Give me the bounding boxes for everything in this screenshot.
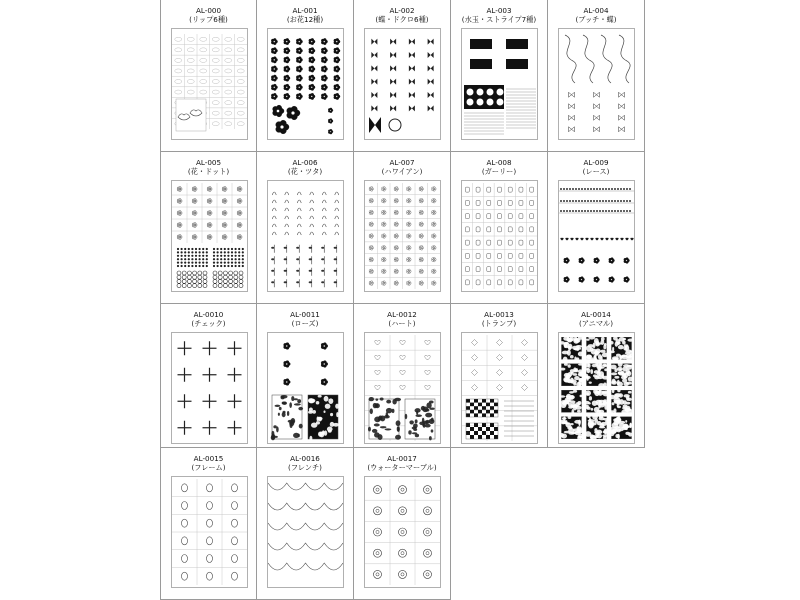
sticker-sheet-image[interactable]: [267, 332, 344, 444]
sticker-sheet-image[interactable]: [364, 332, 441, 444]
sticker-sheet-image[interactable]: [558, 28, 635, 140]
product-card[interactable]: [160, 0, 257, 152]
sticker-sheet-image[interactable]: [364, 28, 441, 140]
product-code: AL-0016: [290, 454, 320, 463]
product-name: (お花12種): [286, 15, 324, 24]
product-card[interactable]: [354, 448, 451, 600]
product-card[interactable]: [257, 0, 354, 152]
product-grid: [160, 0, 644, 600]
sticker-sheet-image[interactable]: [267, 180, 344, 292]
product-name: (ウォーターマーブル): [367, 463, 437, 472]
product-card[interactable]: [257, 304, 354, 448]
sticker-sheet-image[interactable]: [171, 28, 248, 140]
product-card[interactable]: [548, 304, 645, 448]
sticker-sheet-image[interactable]: [267, 476, 344, 588]
product-code: AL-001: [292, 6, 318, 15]
product-code: AL-002: [389, 6, 415, 15]
sticker-sheet-image[interactable]: [461, 332, 538, 444]
product-name: (レース): [582, 167, 610, 176]
product-card[interactable]: [354, 152, 451, 304]
product-code: AL-006: [292, 158, 318, 167]
sticker-sheet-image[interactable]: [558, 332, 635, 444]
product-code: AL-0011: [290, 310, 320, 319]
product-card[interactable]: [257, 448, 354, 600]
sticker-sheet-image[interactable]: [267, 28, 344, 140]
product-name: (蝶・ドクロ6種): [375, 15, 429, 24]
product-code: AL-0010: [193, 310, 224, 319]
product-code: AL-0014: [581, 310, 611, 319]
sticker-sheet-image[interactable]: [558, 180, 635, 292]
product-name: (花・ツタ): [287, 167, 323, 176]
product-code: AL-007: [389, 158, 415, 167]
product-card[interactable]: [160, 304, 257, 448]
sticker-sheet-image[interactable]: [461, 180, 538, 292]
product-code: AL-000: [195, 6, 222, 15]
product-name: (水玉・ストライプ7種): [461, 15, 537, 24]
product-code: AL-003: [486, 6, 512, 15]
product-name: (トランプ): [481, 319, 517, 328]
product-code: AL-0013: [484, 310, 514, 319]
sticker-sheet-image[interactable]: [171, 180, 248, 292]
product-code: AL-0015: [193, 454, 224, 463]
sticker-sheet-image[interactable]: [171, 332, 248, 444]
product-card[interactable]: [548, 152, 645, 304]
product-card[interactable]: [257, 152, 354, 304]
product-card[interactable]: [160, 152, 257, 304]
product-code: AL-005: [195, 158, 222, 167]
product-name: (アニマル): [579, 319, 613, 328]
product-card[interactable]: [451, 0, 548, 152]
product-name: (フレーム): [191, 463, 226, 472]
product-card[interactable]: [354, 304, 451, 448]
product-code: AL-008: [486, 158, 512, 167]
sticker-sheet-image[interactable]: [461, 28, 538, 140]
product-card[interactable]: [451, 304, 548, 448]
product-card[interactable]: [354, 0, 451, 152]
product-code: AL-004: [583, 6, 609, 15]
product-name: (ハワイアン): [381, 167, 423, 176]
product-card[interactable]: [160, 448, 257, 600]
product-code: AL-0017: [387, 454, 417, 463]
product-name: (フレンチ): [288, 463, 322, 472]
product-name: (花・ドット): [187, 167, 230, 176]
product-name: (ガーリー): [481, 167, 517, 176]
sticker-sheet-image[interactable]: [364, 180, 441, 292]
product-name: (ハート): [388, 319, 416, 328]
sticker-sheet-image[interactable]: [171, 476, 248, 588]
product-card[interactable]: [548, 0, 645, 152]
product-code: AL-0012: [387, 310, 417, 319]
product-name: (リップ6種): [189, 15, 228, 24]
product-name: (ローズ): [291, 319, 319, 328]
sticker-sheet-image[interactable]: [364, 476, 441, 588]
product-code: AL-009: [583, 158, 609, 167]
product-card[interactable]: [451, 152, 548, 304]
product-name: (ブッチ・蝶): [575, 15, 617, 24]
product-name: (チェック): [191, 319, 226, 328]
